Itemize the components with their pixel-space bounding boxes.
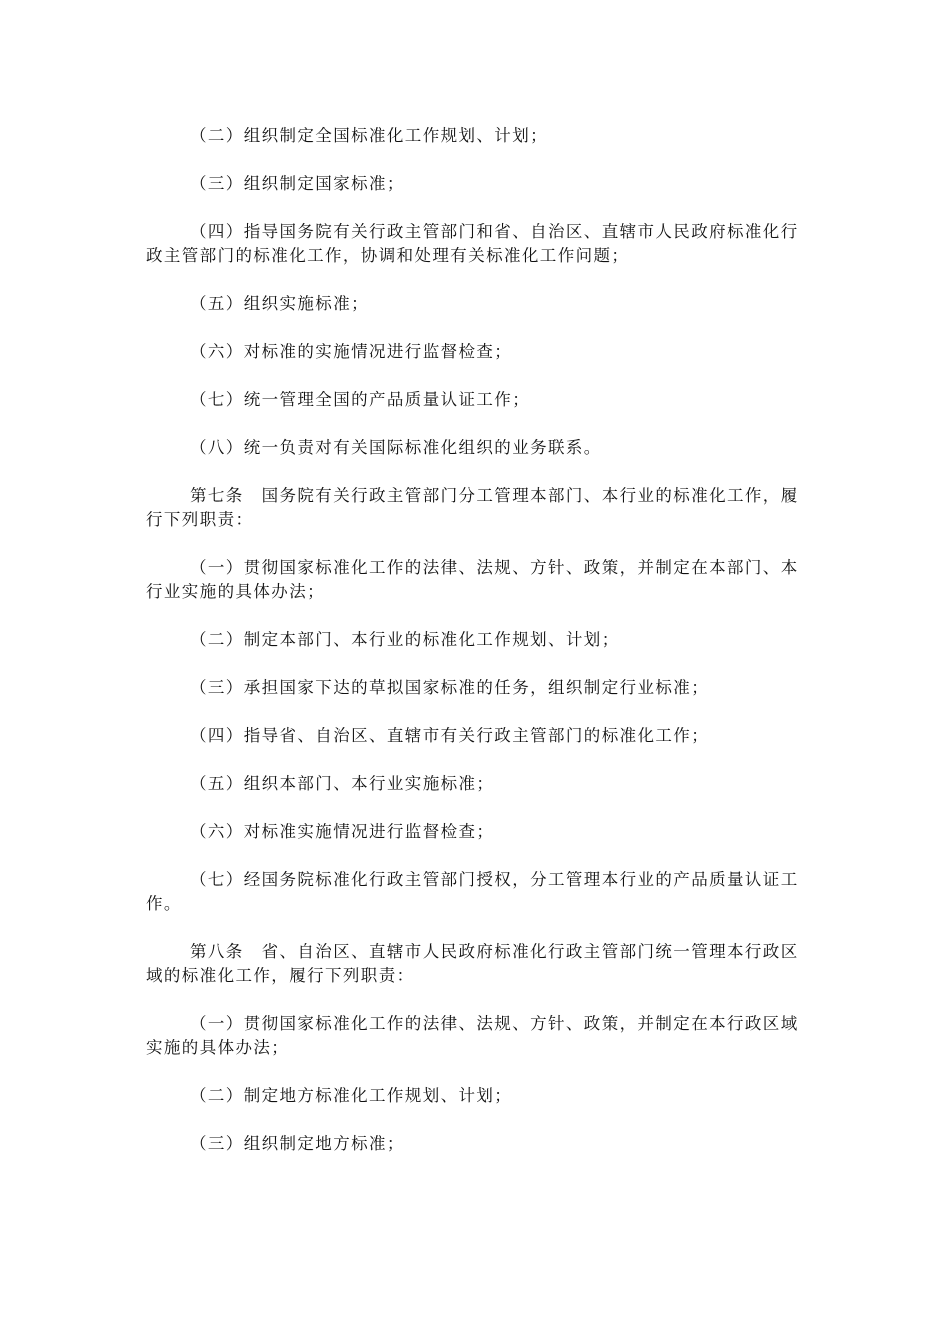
paragraph: （四）指导省、自治区、直辖市有关行政主管部门的标准化工作； [190, 726, 710, 745]
paragraph: （一）贯彻国家标准化工作的法律、法规、方针、政策，并制定在本行政区域实施的具体办法； [146, 1014, 799, 1057]
paragraph: （七）经国务院标准化行政主管部门授权，分工管理本行业的产品质量认证工作。 [146, 870, 799, 913]
paragraph: （二）制定本部门、本行业的标准化工作规划、计划； [190, 630, 620, 649]
document-body [146, 124, 808, 1180]
paragraph: （五）组织实施标准； [190, 294, 369, 313]
paragraph: （七）统一管理全国的产品质量认证工作； [190, 390, 531, 409]
paragraph: （六）对标准的实施情况进行监督检查； [190, 342, 513, 361]
paragraph: （五）组织本部门、本行业实施标准； [190, 774, 495, 793]
paragraph: （六）对标准实施情况进行监督检查； [190, 822, 495, 841]
paragraph: （八）统一负责对有关国际标准化组织的业务联系。 [190, 438, 602, 457]
paragraph: （三）组织制定地方标准； [190, 1134, 405, 1153]
article-heading-paragraph: 第八条 省、自治区、直辖市人民政府标准化行政主管部门统一管理本行政区域的标准化工作，履行下列职责： [146, 942, 799, 985]
article-heading-paragraph: 第七条 国务院有关行政主管部门分工管理本部门、本行业的标准化工作，履行下列职责： [146, 486, 799, 529]
paragraph: （四）指导国务院有关行政主管部门和省、自治区、直辖市人民政府标准化行政主管部门的标准化工作，协调和处理有关标准化工作问题； [146, 222, 799, 265]
paragraph: （一）贯彻国家标准化工作的法律、法规、方针、政策，并制定在本部门、本行业实施的具体办法； [146, 558, 799, 601]
paragraph: （二）制定地方标准化工作规划、计划； [190, 1086, 513, 1105]
paragraph: （三）承担国家下达的草拟国家标准的任务，组织制定行业标准； [190, 678, 710, 697]
paragraph: （三）组织制定国家标准； [190, 174, 405, 193]
paragraph: （二）组织制定全国标准化工作规划、计划； [190, 126, 548, 145]
